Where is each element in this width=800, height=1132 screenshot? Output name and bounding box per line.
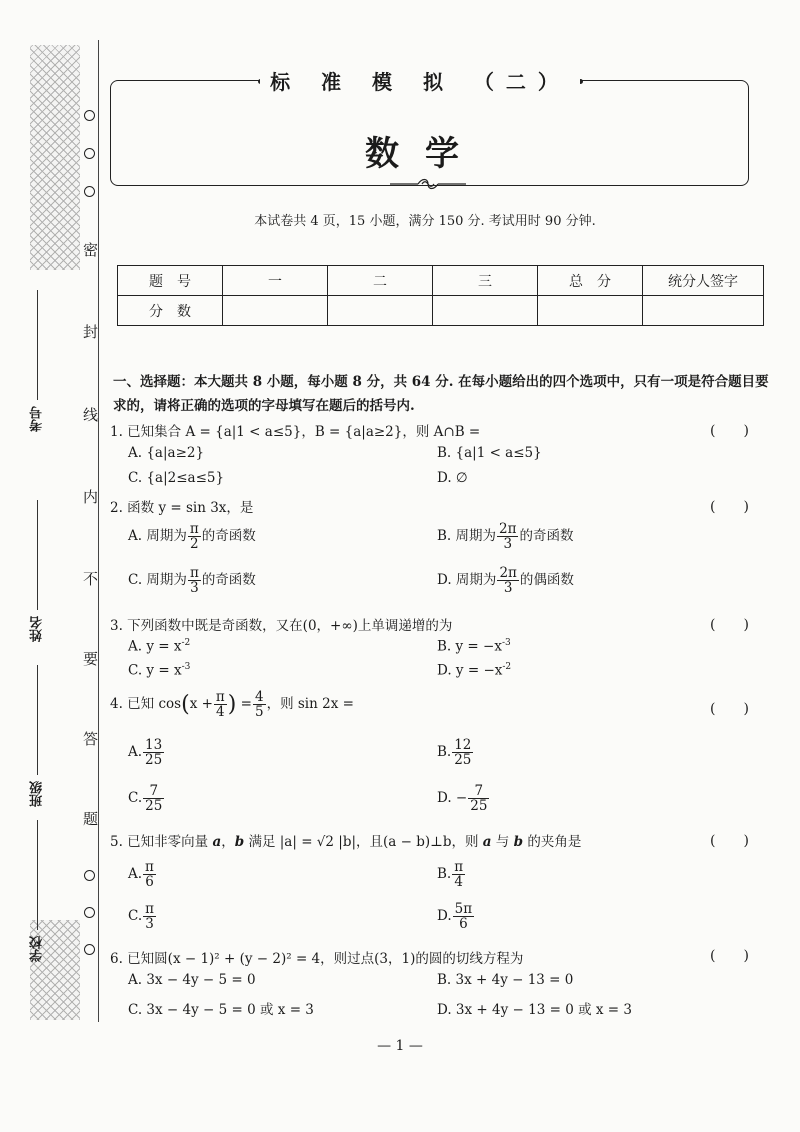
question-3-answer-blank[interactable]: ( ) [710,617,749,633]
question-3-option-b [437,638,511,655]
q4d-label: D. − [437,790,468,807]
question-1-option-c: C. {a|2≤a≤5} [128,470,225,486]
q5-vector-a: a [212,834,222,850]
q4c-label: C. [128,790,143,807]
q5-stem-post: 的夹角是 [523,834,582,850]
question-4-answer-blank[interactable]: ( ) [710,701,749,717]
name-field[interactable] [28,500,47,642]
q2c-den: 3 [190,580,199,597]
q4a-den: 25 [145,752,163,769]
q4-stem-pre: 4. 已知 cos [110,696,182,713]
exam-info: 本试卷共 4 页，15 小题，满分 150 分. 考试用时 90 分钟. [254,214,596,229]
q2a-prefix: A. 周期为 [128,528,187,545]
q3a-text: A. y = x [128,638,182,655]
q4-value-den: 5 [254,704,264,721]
seal-char-7: 答 [83,730,99,748]
q3c-text: C. y = x [128,662,182,679]
q3d-exp: -2 [502,662,512,672]
q4a-label: A. [128,744,143,761]
name-line [37,500,38,610]
question-1-option-d: D. ∅ [437,470,468,486]
q5-vector-b-2: b [513,834,524,850]
binding-circle-3 [84,186,95,197]
exam-number-line [37,290,38,400]
q2b-prefix: B. 周期为 [437,528,497,545]
class-field[interactable] [28,665,47,807]
q5c-den: 3 [145,916,154,933]
question-6-option-b: B. 3x + 4y − 13 = 0 [437,972,574,988]
exam-number-label: 考号 [30,406,45,432]
q3d-text: D. y = −x [437,662,503,679]
q2b-fraction [497,522,518,551]
q2c-num: π [189,565,199,581]
q5a-label: A. [128,866,143,883]
q2b-suffix: 的奇函数 [519,528,574,545]
q4b-label: B. [437,744,452,761]
question-5-option-c [128,902,157,931]
q3b-text: B. y = −x [437,638,502,655]
q5-stem-pre: 5. 已知非零向量 [110,834,213,850]
question-1-stem: 1. 已知集合 A = {a|1 < a≤5}，B = {a|a≥2}，则 A∩B = [110,424,481,440]
question-6-option-a: A. 3x − 4y − 5 = 0 [128,972,256,988]
q5b-num: π [454,859,464,875]
question-1-option-a: A. {a|a≥2} [128,445,205,461]
q5c-label: C. [128,908,143,925]
score-cell-2[interactable] [328,296,433,326]
q2c-suffix: 的奇函数 [201,572,256,589]
q4c-num: 7 [143,784,164,799]
q4-pi-fraction [214,690,227,719]
q4-pi-num: π [215,689,225,705]
question-3-option-d [437,662,511,679]
score-row-label: 分 数 [118,296,223,326]
q4d-fraction [468,784,489,813]
question-1-option-b: B. {a|1 < a≤5} [437,445,542,461]
q5b-den: 4 [454,874,463,891]
question-2-option-a [128,522,256,551]
question-1-answer-blank[interactable]: ( ) [710,423,749,439]
q5-comma: ， [221,834,235,850]
score-cell-signature[interactable] [643,296,764,326]
score-header-label: 题 号 [118,266,223,296]
score-cell-1[interactable] [223,296,328,326]
score-header-2: 二 [328,266,433,296]
question-2-option-b [437,522,573,551]
q5c-num: π [145,901,155,917]
seal-char-5: 不 [83,570,99,588]
q2a-fraction [188,522,201,551]
question-5-option-b [437,860,466,889]
question-2-answer-blank[interactable]: ( ) [710,499,749,515]
q4-stem-x: x + [189,696,213,713]
score-header-3: 三 [433,266,538,296]
binding-circle-5 [84,907,95,918]
ornament-icon [388,178,468,190]
school-line [37,820,38,930]
q4-eq: = [240,696,252,713]
question-5-option-a [128,860,157,889]
question-6-stem: 6. 已知圆(x − 1)² + (y − 2)² = 4，则过点(3，1)的圆的切线方程为 [110,951,524,967]
q5b-label: B. [437,866,452,883]
question-5-option-d [437,902,475,931]
school-label: 学校 [30,936,45,962]
score-table [117,265,764,326]
score-header-total: 总 分 [538,266,643,296]
subject-title: 数学 [365,134,485,174]
q5-vector-a-2: a [482,834,492,850]
q4-value-num: 4 [254,689,264,705]
q4b-den: 25 [454,752,472,769]
q2a-den: 2 [189,536,199,553]
question-4-option-b [437,738,474,767]
q4b-num: 12 [454,737,472,753]
q2d-prefix: D. 周期为 [437,572,497,589]
question-2-option-d [437,566,574,595]
question-3-option-a [128,638,190,655]
question-4-option-a [128,738,165,767]
class-line [37,665,38,775]
seal-char-6: 要 [83,650,99,668]
q2b-den: 3 [503,536,513,553]
q5a-fraction [143,860,156,889]
score-table-score-row [118,296,764,326]
q2d-den: 3 [503,580,513,597]
score-cell-total[interactable] [538,296,643,326]
question-4-stem: 4. 已知 cos(x + $\frac{\pi}{4}$ ) = $\frac{4}{5}$ ，则 sin 2x = [110,689,354,721]
q4b-fraction [452,738,473,767]
q2b-num: 2π [499,521,517,537]
seal-char-4: 内 [83,488,99,506]
q5b-fraction [452,860,465,889]
q4c-fraction [143,784,164,813]
q4d-den: 25 [470,798,488,815]
question-4-option-c [128,784,165,813]
binding-circle-2 [84,148,95,159]
q3b-exp: -3 [501,638,511,648]
exam-number-field[interactable] [28,290,47,432]
q2d-num: 2π [499,565,517,581]
hatch-pattern-top [30,45,80,270]
q5a-den: 6 [145,874,154,891]
question-5-answer-blank[interactable]: ( ) [710,833,749,849]
name-label: 姓名 [30,616,45,642]
q3a-exp: -2 [181,638,191,648]
question-3-stem: 3. 下列函数中既是奇函数，又在(0，+∞)上单调递增的为 [110,618,453,634]
q5d-num: 5π [454,901,473,917]
q4c-den: 25 [145,798,163,815]
question-2-option-c [128,566,256,595]
q5d-fraction [453,902,474,931]
binding-circle-1 [84,110,95,121]
seal-char-8: 题 [83,810,99,828]
question-6-option-c: C. 3x − 4y − 5 = 0 或 x = 3 [128,1002,314,1018]
question-2-stem: 2. 函数 y = sin 3x，是 [110,500,254,516]
q4-pi-den: 4 [216,704,225,721]
series-title: 标 准 模 拟 （二） [260,66,580,95]
seal-char-1: 密 [83,241,99,259]
score-cell-3[interactable] [433,296,538,326]
question-5-stem [110,830,581,850]
q5-stem-mid2: 与 [491,834,514,850]
q5c-fraction [143,902,156,931]
seal-char-2: 封 [83,323,99,341]
q4d-num: 7 [468,784,489,799]
q5d-den: 6 [459,916,468,933]
section-1-title: 一、选择题：本大题共 8 小题，每小题 8 分，共 64 分. 在每小题给出的四个选项中，只有一项是符合题目要求的，请将正确的选项的字母填写在题后的括号内. [113,374,769,414]
binding-circle-6 [84,944,95,955]
q2d-suffix: 的偶函数 [519,572,574,589]
score-table-header-row [118,266,764,296]
q4a-num: 13 [145,737,163,753]
q2a-suffix: 的奇函数 [201,528,256,545]
question-6-option-d: D. 3x + 4y − 13 = 0 或 x = 3 [437,1002,632,1018]
binding-line [98,40,99,1022]
q2c-fraction [188,566,201,595]
q2c-prefix: C. 周期为 [128,572,187,589]
question-3-option-c [128,662,190,679]
binding-circle-4 [84,870,95,881]
q5a-num: π [145,859,154,875]
q4-stem-post: ，则 sin 2x = [266,696,354,713]
question-6-answer-blank[interactable]: ( ) [710,948,749,964]
q4-value-fraction [253,690,266,719]
q4a-fraction [143,738,164,767]
q5d-label: D. [437,908,452,925]
page-number: — 1 — [377,1038,423,1054]
seal-char-3: 线 [83,406,99,424]
class-label: 班级 [30,781,45,807]
school-field[interactable] [28,820,47,962]
q5-vector-b: b [234,834,245,850]
question-4-option-d [437,784,490,813]
score-header-signature: 统分人签字 [643,266,764,296]
q3c-exp: -3 [181,662,191,672]
q2d-fraction [497,566,518,595]
q5-stem-mid: 满足 |a| = √2 |b|，且(a − b)⊥b，则 [244,834,483,850]
q2a-num: π [189,521,199,537]
score-header-1: 一 [223,266,328,296]
